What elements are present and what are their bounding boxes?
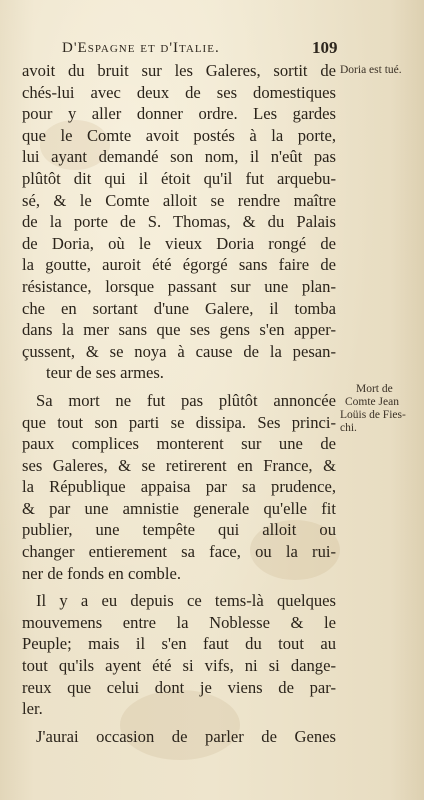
text-line: que le Comte avoit postés à la porte, bbox=[22, 125, 336, 145]
text-line: chés-lui avec deux de ses domestiques bbox=[22, 82, 336, 102]
text-line: ner de fonds en comble. bbox=[22, 563, 181, 583]
margin-note-line: Mort de bbox=[356, 383, 393, 395]
text-line: çussent, & se noya à cause de la pesan- bbox=[22, 341, 336, 361]
margin-note-mort bbox=[340, 383, 406, 435]
text-line: Sa mort ne fut pas plûtôt annoncée bbox=[36, 390, 336, 410]
text-line: lui ayant demandé son nom, il n'eût pas bbox=[22, 147, 336, 167]
margin-note-line: chi. bbox=[340, 422, 357, 434]
text-line: pour y aller donner ordre. Les gardes bbox=[22, 104, 336, 124]
text-line: ses Galeres, & se retirerent en France, & bbox=[22, 455, 336, 475]
text-line: de Doria, où le vieux Doria rongé de bbox=[22, 233, 336, 253]
text-line: J'aurai occasion de parler de Genes bbox=[36, 726, 336, 746]
text-line: changer entierement sa face, ou la rui- bbox=[22, 542, 336, 562]
text-line: la République appaisa par sa prudence, bbox=[22, 477, 336, 497]
text-line: ler. bbox=[22, 699, 43, 719]
text-line: avoit du bruit sur les Galeres, sortit de bbox=[22, 61, 336, 80]
text-line: dans la mer sans que ses gens s'en apper- bbox=[22, 320, 336, 340]
text-line: que tout son parti se dissipa. Ses princi- bbox=[22, 412, 336, 432]
text-line: sé, & le Comte alloit se rendre maître bbox=[22, 190, 336, 210]
text-line: che en sortant d'une Galere, il tomba bbox=[22, 298, 336, 318]
text-line: publier, une tempête qui alloit ou bbox=[22, 520, 336, 540]
margin-note-doria: Doria est tué. bbox=[340, 64, 402, 76]
text-line: Il y a eu depuis ce tems-là quelques bbox=[36, 591, 336, 611]
text-line: & par une amnistie generale qu'elle fit bbox=[22, 498, 336, 518]
margin-note-line: Comte Jean bbox=[345, 396, 399, 408]
text-line: tout qu'ils ayent été si vifs, ni si dange- bbox=[22, 656, 336, 676]
margin-note-line: Loüis de Fies- bbox=[340, 409, 406, 421]
text-line: reux que celui dont je viens de par- bbox=[22, 677, 336, 697]
page-number: 109 bbox=[312, 38, 338, 57]
text-line: mouvemens entre la Noblesse & le bbox=[22, 612, 336, 632]
running-title: D'Espagne et d'Italie. bbox=[62, 40, 220, 56]
text-line: de la porte de S. Thomas, & du Palais bbox=[22, 212, 336, 232]
text-line: plûtôt dit qui il étoit qu'il fut arquebu- bbox=[22, 168, 336, 188]
text-line: la goutte, auroit été égorgé sans faire de bbox=[22, 255, 336, 275]
text-line: Peuple; mais il s'en faut du tout au bbox=[22, 634, 336, 654]
text-line: teur de ses armes. bbox=[46, 363, 164, 383]
body-text bbox=[22, 60, 336, 747]
text-line: résistance, lorsque passant sur une plan- bbox=[22, 276, 336, 296]
text-line: paux complices monterent sur une de bbox=[22, 434, 336, 454]
